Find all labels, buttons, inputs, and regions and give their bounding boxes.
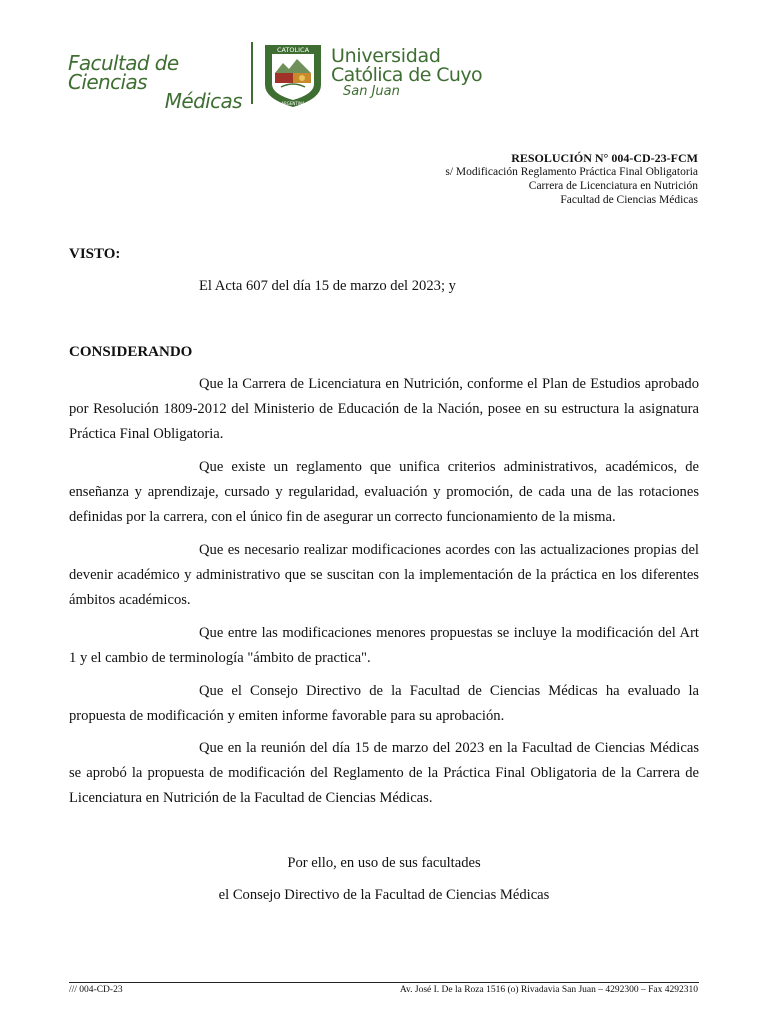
closing-line2: el Consejo Directivo de la Facultad de Ciencias Médicas — [218, 887, 550, 903]
resolution-subject: s/ Modificación Reglamento Práctica Final Obligatoria — [445, 166, 698, 178]
university-city: San Juan — [343, 84, 400, 99]
resolution-faculty: Facultad de Ciencias Médicas — [560, 194, 698, 206]
considerando-paragraph: Que entre las modificaciones menores propuestas se incluye la modificación del Art 1 y el cambio de terminología "ámbito de practica". — [69, 625, 699, 666]
seal-bottom-text: ARGENTINA — [281, 101, 305, 106]
university-seal-icon — [261, 41, 325, 109]
considerando-paragraph: Que es necesario realizar modificaciones acordes con las actualizaciones propias del devenir académico y administrativo que se suscitan con la implementación de la práctica en los diferentes ámbitos académicos. — [69, 542, 699, 608]
university-name-line1: Universidad — [331, 45, 441, 67]
resolution-career: Carrera de Licenciatura en Nutrición — [528, 180, 698, 192]
seal-top-text: CATOLICA — [276, 46, 310, 54]
visto-text: El Acta 607 del día 15 de marzo del 2023; y — [199, 278, 456, 294]
faculty-name-line1: Facultad de Ciencias — [68, 51, 179, 94]
considerando-heading: CONSIDERANDO — [69, 344, 193, 360]
considerando-paragraph: Que el Consejo Directivo de la Facultad de Ciencias Médicas ha evaluado la propuesta de modificación y emiten informe favorable para su aprobación. — [69, 683, 699, 724]
resolution-reference — [445, 151, 698, 207]
footer-address: Av. José I. De la Roza 1516 (o) Rivadavia San Juan – 4292300 – Fax 4292310 — [399, 985, 698, 995]
university-logo-text — [331, 47, 482, 99]
considerando-paragraph: Que existe un reglamento que unifica criterios administrativos, académicos, de enseñanza y aprendizaje, cursado y regularidad, evaluación y promoción, de cada una de las rotaciones definidas por la carrera, con el único fin de asegurar un correcto funcionamiento de la misma. — [69, 459, 699, 525]
visto-heading: VISTO: — [69, 246, 121, 262]
faculty-name-line2: Médicas — [164, 89, 242, 113]
closing-line1: Por ello, en uso de sus facultades — [287, 855, 481, 871]
considerando-paragraph: Que en la reunión del día 15 de marzo del 2023 en la Facultad de Ciencias Médicas se aprobó la propuesta de modificación del Reglamento de la Práctica Final Obligatoria de la Carrera de Licenciatura en Nutrición de la Facultad de Ciencias Médicas. — [69, 740, 699, 806]
considerando-paragraph: Que la Carrera de Licenciatura en Nutrición, conforme el Plan de Estudios aprobado por Resolución 1809-2012 del Ministerio de Educación de la Nación, posee en su estructura la asignatura Práctica Final Obligatoria. — [69, 376, 699, 442]
footer-divider — [69, 982, 699, 983]
university-name-line2: Católica de Cuyo — [331, 64, 483, 86]
faculty-logo-text — [68, 51, 242, 113]
footer-reference: /// 004-CD-23 — [69, 985, 123, 995]
logo-divider — [251, 42, 253, 104]
resolution-number: RESOLUCIÓN N° 004-CD-23-FCM — [511, 151, 698, 165]
